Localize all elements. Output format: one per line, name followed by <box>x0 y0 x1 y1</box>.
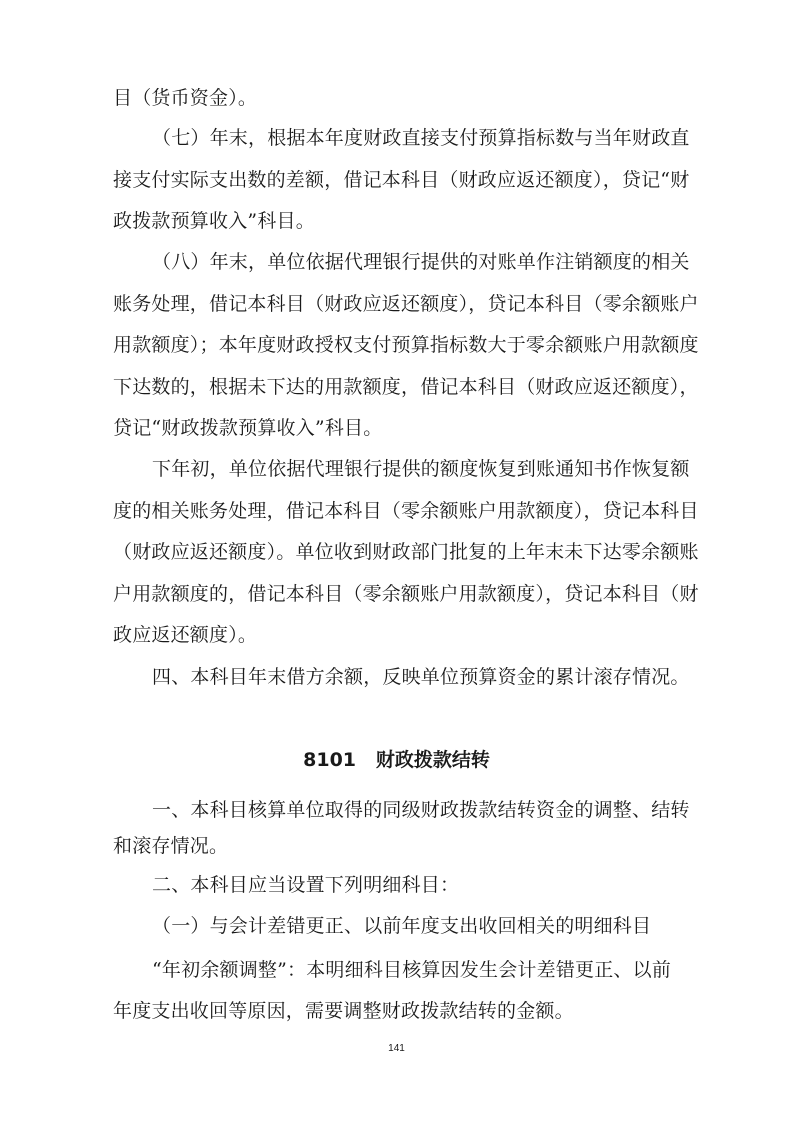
paragraph-line: 四、本科目年末借方余额，反映单位预算资金的累计滚存情况。 <box>152 666 690 688</box>
paragraph-line: 年度支出收回等原因，需要调整财政拨款结转的金额。 <box>113 1000 574 1022</box>
paragraph-line: （一）与会计差错更正、以前年度支出收回相关的明细科目 <box>152 915 652 937</box>
paragraph-line: 二、本科目应当设置下列明细科目： <box>152 874 460 896</box>
paragraph-line: 账务处理，借记本科目（财政应返还额度），贷记本科目（零余额账户 <box>113 293 699 315</box>
paragraph-line: 政应返还额度）。 <box>113 624 258 646</box>
paragraph-line: “年初余额调整”：本明细科目核算因发生会计差错更正、以前 <box>152 959 672 981</box>
paragraph-line: 贷记“财政拨款预算收入”科目。 <box>113 417 383 439</box>
paragraph-line: 户用款额度的，借记本科目（零余额账户用款额度），贷记本科目（财 <box>113 583 699 605</box>
paragraph-line: 度的相关账务处理，借记本科目（零余额账户用款额度），贷记本科目 <box>113 500 699 522</box>
paragraph-line: 政拨款预算收入”科目。 <box>113 210 315 232</box>
paragraph-line: （七）年末，根据本年度财政直接支付预算指标数与当年财政直 <box>152 127 690 149</box>
paragraph-line: （财政应返还额度）。单位收到财政部门批复的上年末未下达零余额账 <box>113 541 699 563</box>
paragraph-line: （八）年末，单位依据代理银行提供的对账单作注销额度的相关 <box>152 251 690 273</box>
paragraph-line: 和滚存情况。 <box>113 835 229 857</box>
paragraph-line: 用款额度）；本年度财政授权支付预算指标数大于零余额账户用款额度 <box>113 334 699 356</box>
paragraph-line: 一、本科目核算单位取得的同级财政拨款结转资金的调整、结转 <box>152 799 690 821</box>
paragraph-line: 下达数的，根据未下达的用款额度，借记本科目（财政应返还额度）， <box>113 376 699 398</box>
section-heading: 8101 财政拨款结转 <box>303 749 490 771</box>
paragraph-line: 接支付实际支出数的差额，借记本科目（财政应返还额度），贷记“财 <box>113 169 690 191</box>
paragraph-line: 下年初，单位依据代理银行提供的额度恢复到账通知书作恢复额 <box>152 458 690 480</box>
paragraph-line: 目（货币资金）。 <box>113 87 258 109</box>
page-number: 141 <box>388 1043 405 1054</box>
